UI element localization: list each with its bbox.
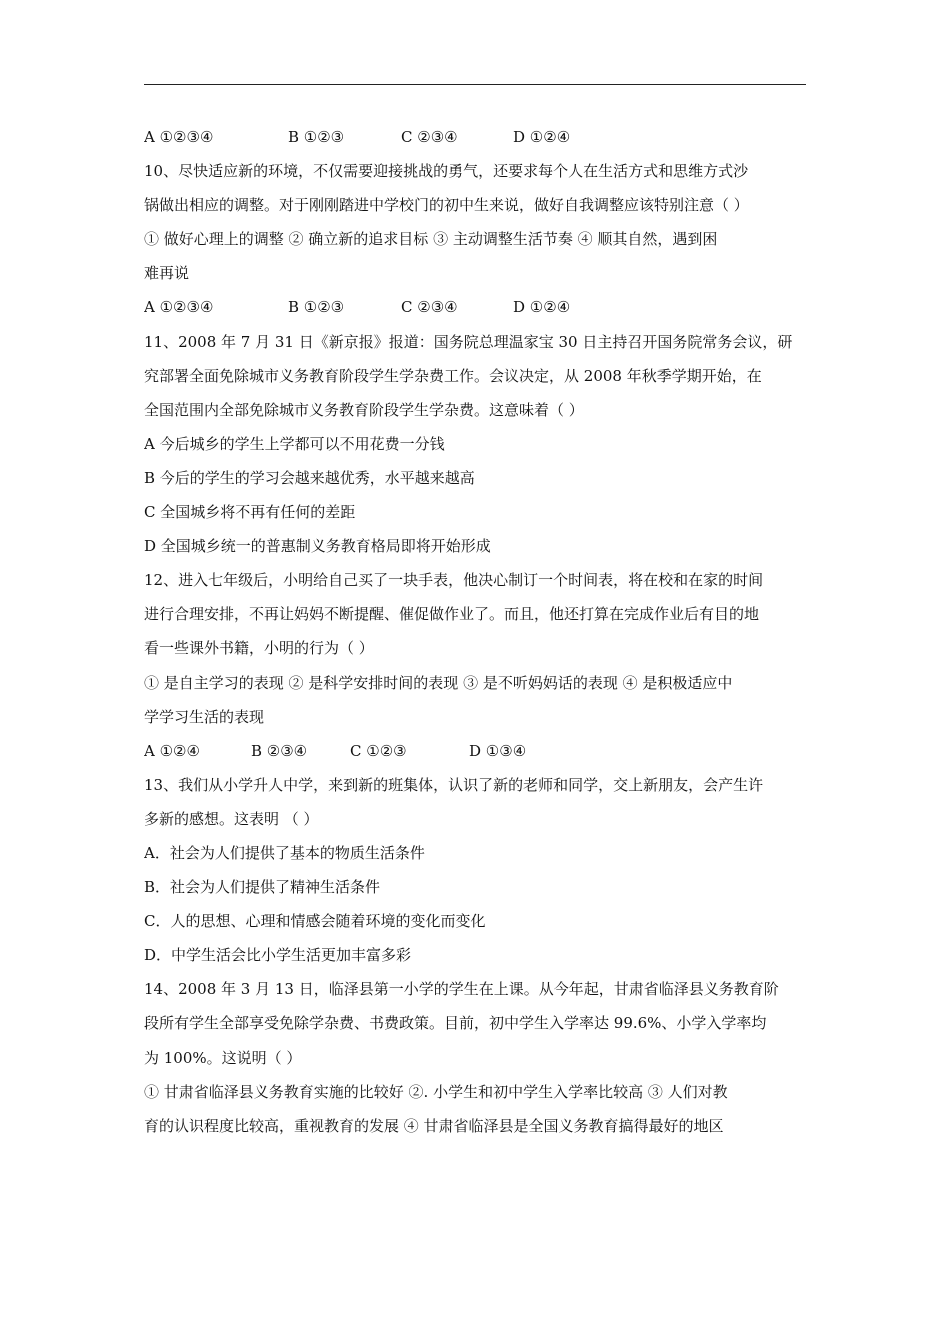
option-a: A ①②③④ xyxy=(144,128,214,146)
option-b: B ①②③ xyxy=(288,128,345,146)
option-a: A ①②③④ xyxy=(144,298,214,317)
option-c: C ②③④ xyxy=(401,298,458,317)
question-10-statements-line-2: 难再说 xyxy=(144,264,190,283)
question-12-statements-line-2: 学学习生活的表现 xyxy=(144,707,265,726)
option-b: B．社会为人们提供了精神生活条件 xyxy=(144,878,381,897)
option-a: A 今后城乡的学生上学都可以不用花费一分钱 xyxy=(144,434,445,453)
option-a: A．社会为人们提供了基本的物质生活条件 xyxy=(144,843,425,862)
question-12-stem-line-3: 看一些课外书籍，小明的行为（ ） xyxy=(144,639,374,658)
question-14-stem-line-1: 14、2008 年 3 月 13 日，临泽县第一小学的学生在上课。从今年起，甘肃省临泽县义务教育阶 xyxy=(144,980,779,999)
question-13-stem-line-2: 多新的感想。这表明 （ ） xyxy=(144,809,319,828)
option-c: C．人的思想、心理和情感会随着环境的变化而变化 xyxy=(144,912,486,931)
question-10-options xyxy=(144,290,810,324)
option-b: B ②③④ xyxy=(251,741,308,760)
question-14-stem-line-3: 为 100%。这说明（ ） xyxy=(144,1048,302,1067)
question-10-stem-line-2: 锅做出相应的调整。对于刚刚踏进中学校门的初中生来说，做好自我调整应该特别注意（ ） xyxy=(144,196,749,215)
question-11-stem-line-1: 11、2008 年 7 月 31 日《新京报》报道：国务院总理温家宝 30 日主持召开国务院常务会议，研 xyxy=(144,332,793,351)
question-12-options xyxy=(144,734,810,768)
option-b: B ①②③ xyxy=(288,298,345,317)
header-rule xyxy=(144,84,806,85)
question-11-stem-line-3: 全国范围内全部免除城市义务教育阶段学生学杂费。这意味着（ ） xyxy=(144,400,584,419)
option-d: D 全国城乡统一的普惠制义务教育格局即将开始形成 xyxy=(144,537,491,556)
option-c: C ②③④ xyxy=(401,128,458,146)
question-12-stem-line-2: 进行合理安排，不再让妈妈不断提醒、催促做作业了。而且，他还打算在完成作业后有目的地 xyxy=(144,605,760,624)
option-b: B 今后的学生的学习会越来越优秀，水平越来越高 xyxy=(144,468,475,487)
question-12-statements-line-1: ① 是自主学习的表现 ② 是科学安排时间的表现 ③ 是不听妈妈话的表现 ④ 是积极适应中 xyxy=(144,673,733,692)
question-10-statements-line-1: ① 做好心理上的调整 ② 确立新的追求目标 ③ 主动调整生活节奏 ④ 顺其自然，遇到困 xyxy=(144,230,718,249)
question-11-stem-line-2: 究部署全面免除城市义务教育阶段学生学杂费工作。会议决定，从 2008 年秋季学期开始，在 xyxy=(144,366,762,385)
option-d: D．中学生活会比小学生活更加丰富多彩 xyxy=(144,946,412,965)
question-13-stem-line-1: 13、我们从小学升人中学，来到新的班集体，认识了新的老师和同学，交上新朋友，会产生许 xyxy=(144,775,764,794)
document-body xyxy=(144,120,810,1143)
question-14-stem-line-2: 段所有学生全部享受免除学杂费、书费政策。目前，初中学生入学率达 99.6%、小学入学率均 xyxy=(144,1014,767,1033)
question-10-stem-line-1: 10、尽快适应新的环境，不仅需要迎接挑战的勇气，还要求每个人在生活方式和思维方式沙 xyxy=(144,162,749,181)
option-c: C ①②③ xyxy=(350,741,407,760)
question-9-options xyxy=(144,120,810,154)
question-12-stem-line-1: 12、进入七年级后，小明给自己买了一块手表，他决心制订一个时间表，将在校和在家的时间 xyxy=(144,571,764,590)
question-14-statements-line-1: ① 甘肃省临泽县义务教育实施的比较好 ②. 小学生和初中学生入学率比较高 ③ 人们对教 xyxy=(144,1082,728,1101)
option-d: D ①②④ xyxy=(513,128,571,146)
option-d: D ①②④ xyxy=(513,298,571,317)
option-c: C 全国城乡将不再有任何的差距 xyxy=(144,503,356,522)
option-d: D ①③④ xyxy=(469,741,527,760)
question-14-statements-line-2: 育的认识程度比较高，重视教育的发展 ④ 甘肃省临泽县是全国义务教育搞得最好的地区 xyxy=(144,1116,724,1135)
option-a: A ①②④ xyxy=(144,741,200,760)
